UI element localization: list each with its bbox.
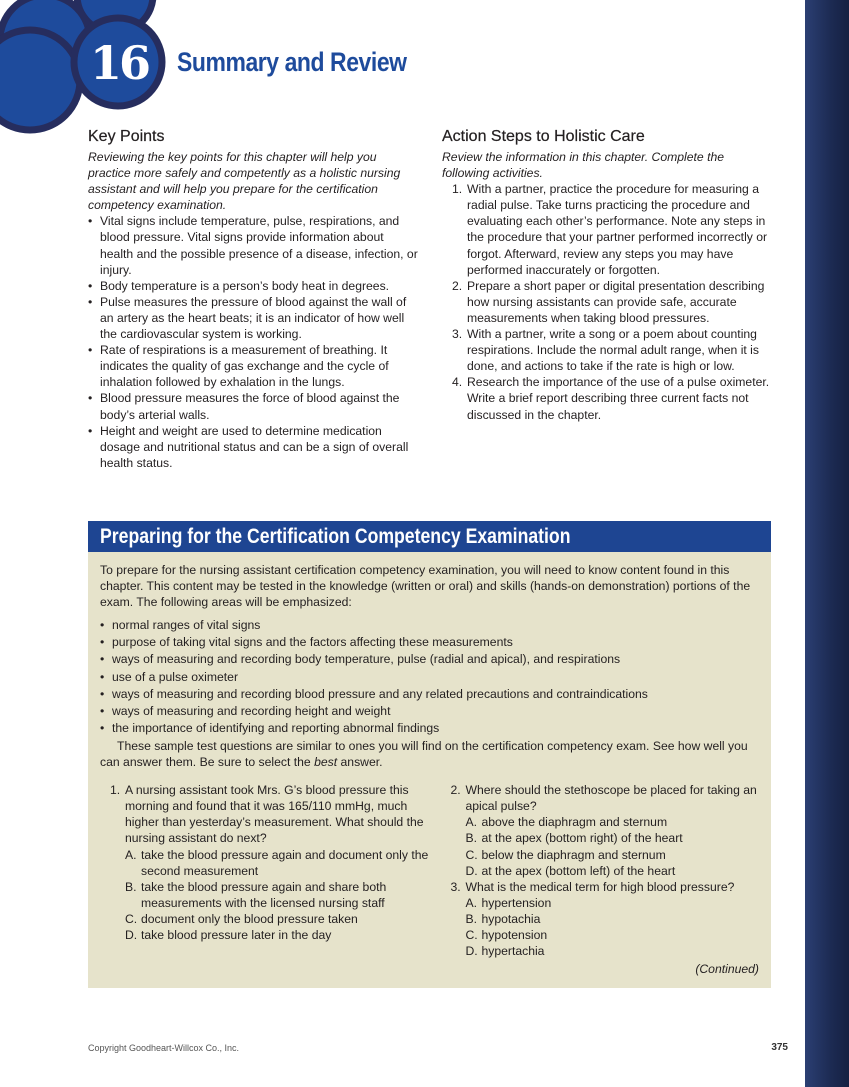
area-text: ways of measuring and recording body temperature, pulse (radial and apical), and respirations [112, 652, 621, 667]
option-letter: D. [465, 863, 478, 878]
answer-option [465, 895, 759, 911]
answer-option [465, 927, 759, 943]
step-text: With a partner, write a song or a poem about counting respirations. Include the normal adult range, when it is done, and actions to take if the rate is high or low. [467, 327, 759, 374]
option-letter: A. [465, 895, 477, 910]
key-point-item [88, 294, 420, 342]
answer-option [465, 830, 759, 846]
continued-label: (Continued) [695, 962, 759, 976]
option-text: hypertension [481, 895, 552, 910]
option-text: take blood pressure later in the day [141, 927, 332, 942]
exam-prep-heading [88, 521, 771, 552]
exam-area-item [100, 651, 759, 668]
sample-intro-end: answer. [340, 755, 383, 770]
option-text: hypotachia [481, 911, 541, 926]
area-text: normal ranges of vital signs [112, 618, 261, 633]
action-steps-section [442, 127, 772, 423]
copyright: Copyright Goodheart-Willcox Co., Inc. [88, 1043, 240, 1053]
option-text: below the diaphragm and sternum [481, 847, 666, 862]
step-number: 2. [452, 278, 463, 293]
area-text: ways of measuring and recording blood pressure and any related precautions and contraindications [112, 686, 648, 701]
exam-area-item [100, 617, 759, 634]
action-step-item [442, 326, 772, 374]
page-number: 375 [771, 1042, 788, 1053]
exam-prep-heading-text: Preparing for the Certification Competency Examination [100, 525, 571, 548]
step-text: With a partner, practice the procedure for measuring a radial pulse. Take turns practicing the procedure and evaluating each other’s performance. Note any steps in the procedure that your partner performed incorrectly or forgot. Afterward, review any steps you may have performed inaccurately or forgotten. [467, 182, 768, 277]
key-point-text: Rate of respirations is a measurement of breathing. It indicates the quality of gas exchange and the cycle of inhalation followed by exhalation in the lungs. [100, 343, 389, 390]
key-point-item [88, 390, 420, 422]
key-point-item [88, 423, 420, 471]
questions-right [440, 782, 759, 959]
action-steps-list [442, 181, 772, 422]
question-item [100, 782, 440, 943]
key-point-text: Height and weight are used to determine medication dosage and nutritional status and can be a sign of overall health status. [100, 423, 409, 470]
exam-area-item [100, 720, 759, 737]
option-letter: D. [125, 927, 138, 942]
area-text: use of a pulse oximeter [112, 669, 239, 684]
step-text: Research the importance of the use of a pulse oximeter. Write a brief report describing three current facts not discussed in the chapter. [467, 375, 770, 422]
area-text: purpose of taking vital signs and the factors affecting these measurements [112, 635, 513, 650]
key-points-heading: Key Points [88, 128, 165, 145]
action-step-item [442, 181, 772, 278]
exam-area-item [100, 686, 759, 703]
step-text: Prepare a short paper or digital presentation describing how nursing assistants can provide safe, accurate measurements when taking blood pressures. [467, 278, 765, 325]
exam-intro: To prepare for the nursing assistant certification competency examination, you will need to know content found in this chapter. This content may be tested in the knowledge (written or oral) and skills (hands-on demonstration) portions of the exam. The following areas will be emphasized: [100, 563, 751, 610]
option-text: document only the blood pressure taken [141, 911, 358, 926]
answer-option [465, 863, 759, 879]
option-text: hypotension [481, 927, 548, 942]
action-step-item [442, 374, 772, 422]
key-point-text: Blood pressure measures the force of blood against the body’s arterial walls. [100, 391, 400, 422]
option-letter: B. [465, 911, 477, 926]
option-text: hypertachia [481, 944, 545, 959]
action-steps-heading: Action Steps to Holistic Care [442, 128, 645, 145]
question-number: 3. [450, 879, 461, 894]
option-letter: C. [465, 927, 478, 942]
step-number: 4. [452, 375, 463, 390]
answer-option [125, 879, 440, 911]
page-edge-stripe [805, 0, 849, 1087]
option-text: at the apex (bottom left) of the heart [481, 863, 676, 878]
action-steps-intro: Review the information in this chapter. Complete the following activities. [442, 150, 725, 181]
answer-option [465, 911, 759, 927]
question-item [440, 879, 759, 959]
key-point-text: Pulse measures the pressure of blood against the wall of an artery as the heart beats; it is an indicator of how well the cardiovascular system is working. [100, 294, 407, 342]
exam-area-item [100, 634, 759, 651]
questions-left [100, 782, 440, 959]
key-point-text: Body temperature is a person’s body heat in degrees. [100, 278, 390, 293]
option-letter: D. [465, 944, 478, 959]
exam-prep-box [88, 521, 771, 988]
answer-option [125, 927, 440, 943]
answer-option [465, 847, 759, 863]
key-points-list [88, 213, 420, 471]
key-point-item [88, 213, 420, 277]
question-number: 1. [110, 783, 121, 798]
answer-option [465, 814, 759, 830]
step-number: 3. [452, 327, 463, 342]
page-title: Summary and Review [177, 47, 407, 77]
sample-intro [100, 738, 759, 770]
sample-intro-text: These sample test questions are similar to ones you will find on the certification competency exam. See how well you can answer them. Be sure to select the [100, 738, 748, 770]
option-text: take the blood pressure again and share both measurements with the licensed nursing staff [141, 879, 387, 910]
sample-intro-emphasis: best [314, 755, 338, 770]
option-letter: B. [125, 879, 137, 894]
exam-area-item [100, 669, 759, 686]
question-item [440, 782, 759, 879]
option-letter: A. [465, 815, 477, 830]
option-letter: A. [125, 847, 137, 862]
action-step-item [442, 278, 772, 326]
option-text: above the diaphragm and sternum [481, 815, 668, 830]
answer-option [465, 943, 759, 959]
key-point-item [88, 278, 420, 294]
area-text: ways of measuring and recording height and weight [112, 703, 391, 718]
key-points-intro: Reviewing the key points for this chapter will help you practice more safely and competently as a holistic nursing assistant and will help you prepare for the certification competency examination. [88, 150, 401, 213]
option-text: take the blood pressure again and document only the second measurement [141, 847, 429, 878]
question-number: 2. [450, 783, 461, 798]
option-text: at the apex (bottom right) of the heart [481, 831, 683, 846]
key-point-text: Vital signs include temperature, pulse, respirations, and blood pressure. Vital signs provide information about health and the possible presence of a disease, infection, or injury. [100, 214, 418, 277]
answer-option [125, 847, 440, 879]
chapter-number: 16 [89, 36, 148, 90]
question-text: What is the medical term for high blood pressure? [465, 879, 735, 894]
key-points-section [88, 127, 420, 471]
option-letter: C. [125, 911, 138, 926]
option-letter: C. [465, 847, 478, 862]
step-number: 1. [452, 182, 463, 197]
exam-areas-list [100, 617, 759, 737]
area-text: the importance of identifying and reporting abnormal findings [112, 720, 440, 735]
exam-area-item [100, 703, 759, 720]
question-text: Where should the stethoscope be placed for taking an apical pulse? [465, 783, 757, 814]
answer-option [125, 911, 440, 927]
option-letter: B. [465, 831, 477, 846]
question-text: A nursing assistant took Mrs. G’s blood pressure this morning and found that it was 165/110 mmHg, much higher than yesterday’s measurement. What should the nursing assistant do next? [125, 783, 424, 846]
key-point-item [88, 342, 420, 390]
